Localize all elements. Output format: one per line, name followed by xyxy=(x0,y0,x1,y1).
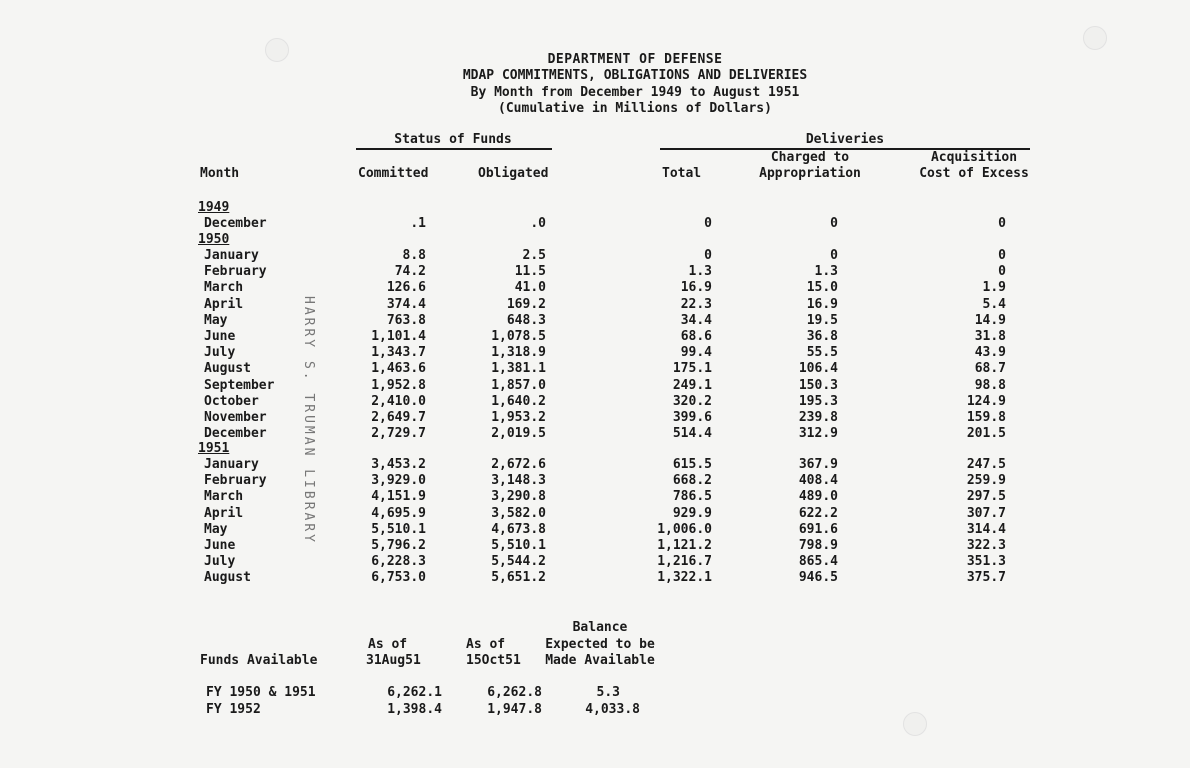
cell-committed: 3,453.2 xyxy=(371,457,426,472)
cell-total: 16.9 xyxy=(680,280,712,296)
cell-committed: .1 xyxy=(410,216,426,231)
title-line-4: (Cumulative in Millions of Dollars) xyxy=(498,101,772,116)
cell-committed: 6,753.0 xyxy=(371,570,426,586)
cell-committed: 5,796.2 xyxy=(371,538,426,553)
funds-col1-line2: 31Aug51 xyxy=(366,653,421,668)
cell-charged: 19.5 xyxy=(806,312,838,328)
cell-obligated: 3,290.8 xyxy=(491,489,546,505)
cell-committed: 74.2 xyxy=(394,264,426,280)
cell-obligated: 1,953.2 xyxy=(491,410,546,425)
cell-total: 399.6 xyxy=(672,410,712,425)
cell-month: June xyxy=(204,538,236,553)
cell-acq: 159.8 xyxy=(966,410,1006,425)
cell-charged: 489.0 xyxy=(798,489,838,505)
punch-hole xyxy=(903,712,927,736)
funds-row-label: FY 1952 xyxy=(206,702,261,717)
col-charged-line1: Charged to xyxy=(770,150,850,165)
cell-total: 1,121.2 xyxy=(657,538,712,553)
col-total: Total xyxy=(662,166,702,181)
cell-committed: 2,729.7 xyxy=(371,426,426,442)
year-1949: 1949 xyxy=(198,200,230,215)
status-underline xyxy=(356,148,552,150)
cell-acq: 14.9 xyxy=(974,312,1006,328)
cell-month: May xyxy=(204,312,228,328)
cell-charged: 0 xyxy=(830,248,838,263)
cell-obligated: 11.5 xyxy=(514,264,546,280)
cell-obligated: 1,318.9 xyxy=(491,345,546,361)
cell-acq: 68.7 xyxy=(974,361,1006,377)
funds-row-v2: 1,947.8 xyxy=(487,702,542,717)
cell-obligated: .0 xyxy=(530,216,546,231)
cell-charged: 798.9 xyxy=(798,538,838,553)
funds-row-label: FY 1950 & 1951 xyxy=(206,685,316,700)
cell-charged: 36.8 xyxy=(806,329,838,344)
cell-charged: 16.9 xyxy=(806,296,838,312)
cell-acq: 0 xyxy=(998,216,1006,231)
cell-charged: 0 xyxy=(830,216,838,231)
cell-obligated: 1,078.5 xyxy=(491,329,546,344)
cell-month: May xyxy=(204,521,228,537)
cell-acq: 124.9 xyxy=(966,393,1006,409)
cell-month: June xyxy=(204,329,236,344)
funds-label: Funds Available xyxy=(200,653,318,668)
year-1950: 1950 xyxy=(198,232,230,247)
cell-total: 22.3 xyxy=(680,296,712,312)
cell-committed: 1,343.7 xyxy=(371,345,426,361)
year-1951: 1951 xyxy=(198,441,230,456)
col-charged-line2: Appropriation xyxy=(759,166,861,181)
cell-month: February xyxy=(204,264,267,280)
cell-month: March xyxy=(204,489,244,505)
cell-committed: 6,228.3 xyxy=(371,554,426,570)
cell-month: August xyxy=(204,570,251,586)
cell-total: 1,322.1 xyxy=(657,570,712,586)
cell-charged: 408.4 xyxy=(798,473,838,489)
group-deliveries: Deliveries xyxy=(805,132,885,147)
cell-obligated: 1,640.2 xyxy=(491,393,546,409)
cell-month: February xyxy=(204,473,267,489)
cell-obligated: 2,672.6 xyxy=(491,457,546,472)
cell-committed: 2,410.0 xyxy=(371,393,426,409)
funds-col1-line1: As of xyxy=(368,637,408,652)
funds-row-v3: 4,033.8 xyxy=(585,702,640,717)
funds-row-v1: 6,262.1 xyxy=(387,685,442,700)
cell-month: December xyxy=(204,216,267,231)
col-month: Month xyxy=(200,166,240,181)
group-status-of-funds: Status of Funds xyxy=(394,132,512,147)
library-stamp: HARRY S. TRUMAN LIBRARY xyxy=(301,296,316,546)
cell-charged: 622.2 xyxy=(798,505,838,521)
cell-obligated: 5,544.2 xyxy=(491,554,546,570)
cell-total: 1,216.7 xyxy=(657,554,712,570)
cell-obligated: 41.0 xyxy=(514,280,546,296)
punch-hole xyxy=(1083,26,1107,50)
cell-total: 34.4 xyxy=(680,312,712,328)
cell-obligated: 5,651.2 xyxy=(491,570,546,586)
cell-month: October xyxy=(204,393,259,409)
cell-total: 929.9 xyxy=(672,505,712,521)
cell-acq: 1.9 xyxy=(982,280,1006,296)
cell-month: December xyxy=(204,426,267,442)
cell-committed: 763.8 xyxy=(386,312,426,328)
title-line-2: MDAP COMMITMENTS, OBLIGATIONS AND DELIVERIES xyxy=(462,68,808,83)
cell-total: 249.1 xyxy=(672,377,712,393)
cell-total: 668.2 xyxy=(672,473,712,489)
funds-col2-line1: As of xyxy=(466,637,506,652)
cell-charged: 106.4 xyxy=(798,361,838,377)
cell-committed: 3,929.0 xyxy=(371,473,426,489)
cell-month: April xyxy=(204,505,244,521)
cell-obligated: 4,673.8 xyxy=(491,521,546,537)
funds-col3-line1: Balance xyxy=(572,620,628,635)
cell-obligated: 3,148.3 xyxy=(491,473,546,489)
cell-charged: 865.4 xyxy=(798,554,838,570)
cell-acq: 351.3 xyxy=(966,554,1006,570)
cell-month: July xyxy=(204,554,236,570)
cell-obligated: 1,857.0 xyxy=(491,377,546,393)
cell-total: 615.5 xyxy=(672,457,712,472)
cell-charged: 195.3 xyxy=(798,393,838,409)
funds-row-v2: 6,262.8 xyxy=(487,685,542,700)
cell-charged: 1.3 xyxy=(814,264,838,280)
cell-obligated: 2,019.5 xyxy=(491,426,546,442)
cell-committed: 1,463.6 xyxy=(371,361,426,377)
funds-col3-line2: Expected to be xyxy=(545,637,655,652)
funds-row-v3: 5.3 xyxy=(596,685,620,700)
cell-charged: 15.0 xyxy=(806,280,838,296)
cell-acq: 297.5 xyxy=(966,489,1006,505)
cell-committed: 5,510.1 xyxy=(371,521,426,537)
cell-total: 175.1 xyxy=(672,361,712,377)
cell-obligated: 648.3 xyxy=(506,312,546,328)
cell-month: July xyxy=(204,345,236,361)
cell-total: 0 xyxy=(704,248,712,263)
cell-acq: 322.3 xyxy=(966,538,1006,553)
cell-total: 786.5 xyxy=(672,489,712,505)
cell-charged: 312.9 xyxy=(798,426,838,442)
cell-charged: 946.5 xyxy=(798,570,838,586)
cell-total: 0 xyxy=(704,216,712,231)
cell-month: April xyxy=(204,296,244,312)
cell-charged: 150.3 xyxy=(798,377,838,393)
cell-committed: 1,101.4 xyxy=(371,329,426,344)
title-line-1: DEPARTMENT OF DEFENSE xyxy=(547,52,723,67)
cell-committed: 8.8 xyxy=(402,248,426,263)
cell-month: March xyxy=(204,280,244,296)
cell-committed: 126.6 xyxy=(386,280,426,296)
cell-acq: 307.7 xyxy=(966,505,1006,521)
cell-committed: 1,952.8 xyxy=(371,377,426,393)
funds-col2-line2: 15Oct51 xyxy=(466,653,521,668)
funds-row-v1: 1,398.4 xyxy=(387,702,442,717)
col-committed: Committed xyxy=(358,166,429,181)
col-acq-line2: Cost of Excess xyxy=(919,166,1029,181)
cell-acq: 375.7 xyxy=(966,570,1006,586)
cell-acq: 98.8 xyxy=(974,377,1006,393)
col-acq-line1: Acquisition xyxy=(930,150,1018,165)
cell-total: 514.4 xyxy=(672,426,712,442)
cell-month: January xyxy=(204,248,259,263)
cell-acq: 247.5 xyxy=(966,457,1006,472)
cell-charged: 691.6 xyxy=(798,521,838,537)
cell-total: 1.3 xyxy=(688,264,712,280)
cell-total: 1,006.0 xyxy=(657,521,712,537)
cell-acq: 314.4 xyxy=(966,521,1006,537)
cell-committed: 374.4 xyxy=(386,296,426,312)
cell-total: 320.2 xyxy=(672,393,712,409)
cell-obligated: 1,381.1 xyxy=(491,361,546,377)
cell-charged: 239.8 xyxy=(798,410,838,425)
cell-acq: 5.4 xyxy=(982,296,1006,312)
cell-charged: 55.5 xyxy=(806,345,838,361)
cell-acq: 259.9 xyxy=(966,473,1006,489)
cell-obligated: 3,582.0 xyxy=(491,505,546,521)
cell-acq: 43.9 xyxy=(974,345,1006,361)
col-obligated: Obligated xyxy=(478,166,549,181)
cell-month: January xyxy=(204,457,259,472)
cell-committed: 2,649.7 xyxy=(371,410,426,425)
title-line-3: By Month from December 1949 to August 1951 xyxy=(470,85,800,100)
cell-obligated: 2.5 xyxy=(522,248,546,263)
cell-charged: 367.9 xyxy=(798,457,838,472)
cell-obligated: 5,510.1 xyxy=(491,538,546,553)
cell-obligated: 169.2 xyxy=(506,296,546,312)
funds-col3-line3: Made Available xyxy=(545,653,655,668)
cell-acq: 0 xyxy=(998,248,1006,263)
cell-acq: 0 xyxy=(998,264,1006,280)
cell-committed: 4,151.9 xyxy=(371,489,426,505)
cell-acq: 31.8 xyxy=(974,329,1006,344)
cell-total: 68.6 xyxy=(680,329,712,344)
cell-month: November xyxy=(204,410,267,425)
cell-month: August xyxy=(204,361,251,377)
cell-committed: 4,695.9 xyxy=(371,505,426,521)
cell-acq: 201.5 xyxy=(966,426,1006,442)
cell-month: September xyxy=(204,377,275,393)
cell-total: 99.4 xyxy=(680,345,712,361)
